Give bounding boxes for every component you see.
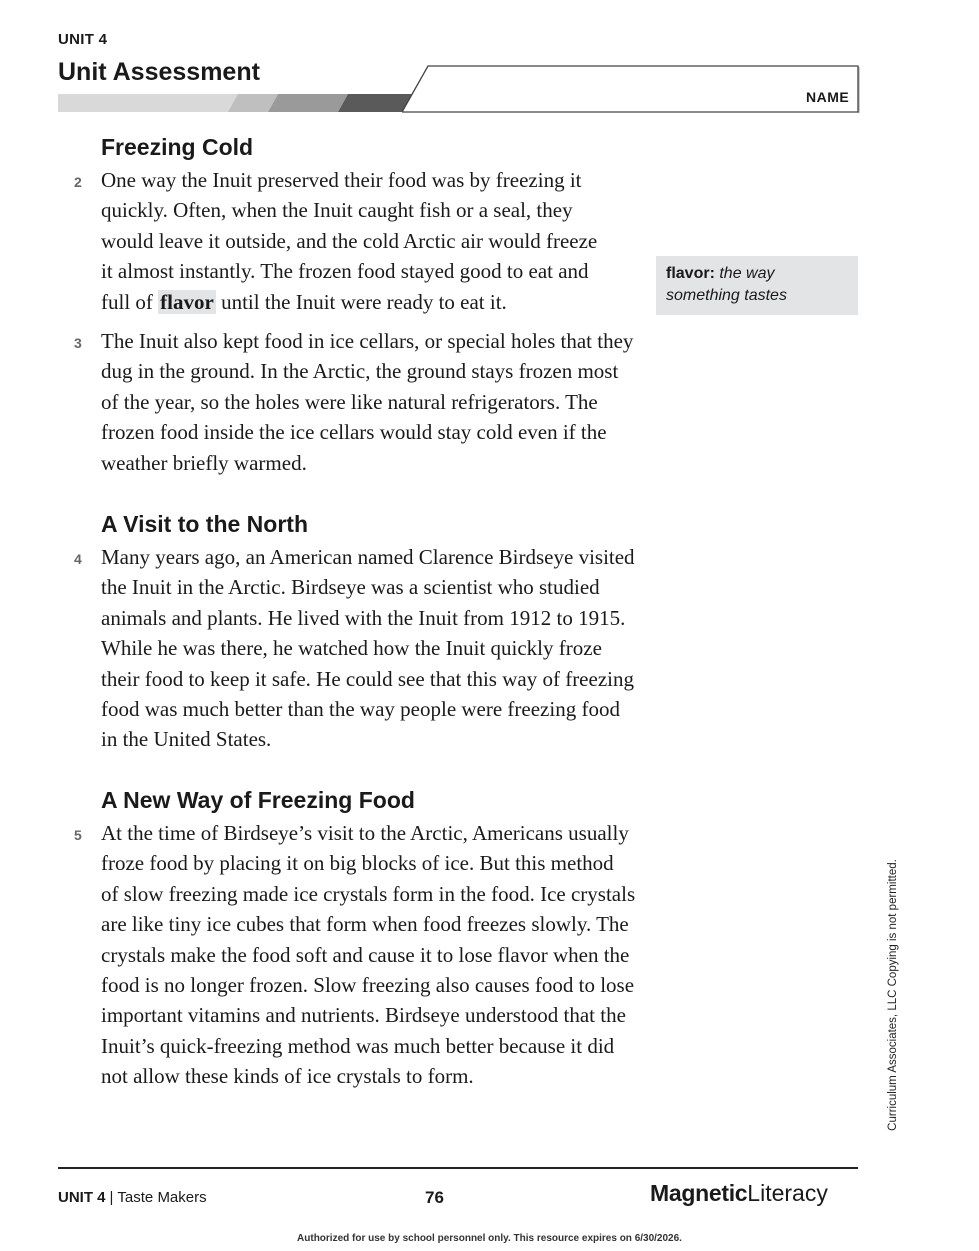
brand-part-1: Magnetic xyxy=(650,1180,748,1206)
page-title: Unit Assessment xyxy=(58,58,260,86)
glossary-definition: the way something tastes xyxy=(666,265,787,304)
paragraph-3: The Inuit also kept food in ice cellars, or special holes that they dug in the ground. In the Arctic, the ground stays frozen most of the year, so the holes were like natural refrigerators. The frozen food inside the ice cellars would stay cold even if the weather briefly warmed. xyxy=(101,329,634,475)
section-heading-new-way: A New Way of Freezing Food xyxy=(101,787,415,813)
paragraph-number: 3 xyxy=(74,335,82,351)
footer-separator: | xyxy=(109,1189,114,1206)
paragraph-5: At the time of Birdseye’s visit to the Arctic, Americans usually froze food by placing it on big blocks of ice. But this method of slow freezing made ice crystals form in the food. Ice crystals are like tiny ice cubes that form when food freezes slowly. The crystals make the food soft and cause it to lose flavor when the food is no longer frozen. Slow freezing also causes food to lose important vitamins and nutrients. Birdseye understood that the Inuit’s quick-freezing method was much better because it did not allow these kinds of ice crystals to form. xyxy=(101,821,636,1089)
footer-unit-label: UNIT 4 xyxy=(58,1189,106,1206)
name-label: NAME xyxy=(806,89,850,105)
page-number: 76 xyxy=(425,1188,444,1207)
unit-label: UNIT 4 xyxy=(58,31,108,48)
copyright-side-note: Curriculum Associates, LLC Copying is not permitted. xyxy=(887,859,899,1131)
header-bar-light xyxy=(58,94,238,112)
name-box-outline xyxy=(402,66,858,112)
glossary-term-label: flavor: xyxy=(666,265,715,282)
brand-logo xyxy=(650,1180,828,1207)
glossary-term-flavor[interactable]: flavor xyxy=(160,289,214,314)
header-bar-stripe-1 xyxy=(228,94,278,112)
paragraph-2 xyxy=(101,165,611,317)
glossary-box xyxy=(656,256,858,315)
header-bar-stripe-2 xyxy=(268,94,348,112)
paragraph-text: One way the Inuit preserved their food was by freezing it quickly. Often, when the Inuit caught fish or a seal, they would leave it outside, and the cold Arctic air would freeze it almost instantly. The frozen food stayed good to eat and full of xyxy=(101,168,598,314)
paragraph-text: until the Inuit were ready to eat it. xyxy=(215,289,507,314)
paragraph-number: 2 xyxy=(74,174,82,190)
paragraph-number: 4 xyxy=(74,551,82,567)
footer-rule xyxy=(58,1167,858,1169)
header-bar-stripe-3 xyxy=(338,94,412,112)
section-heading-freezing-cold: Freezing Cold xyxy=(101,134,254,160)
footer-unit-name: Taste Makers xyxy=(117,1189,207,1206)
brand-part-2: Literacy xyxy=(747,1180,828,1206)
paragraph-number: 5 xyxy=(74,827,82,843)
footer-unit xyxy=(58,1189,207,1206)
authorization-notice: Authorized for use by school personnel only. This resource expires on 6/30/2026. xyxy=(297,1233,682,1244)
section-heading-visit-north: A Visit to the North xyxy=(101,511,308,537)
paragraph-4: Many years ago, an American named Clarence Birdseye visited the Inuit in the Arctic. Birdseye was a scientist who studied animals and plants. He lived with the Inuit from 1912 to 1915. While he was there, he watched how the Inuit quickly froze their food to keep it safe. He could see that this way of freezing food was much better than the way people were freezing food in the United States. xyxy=(101,545,635,752)
